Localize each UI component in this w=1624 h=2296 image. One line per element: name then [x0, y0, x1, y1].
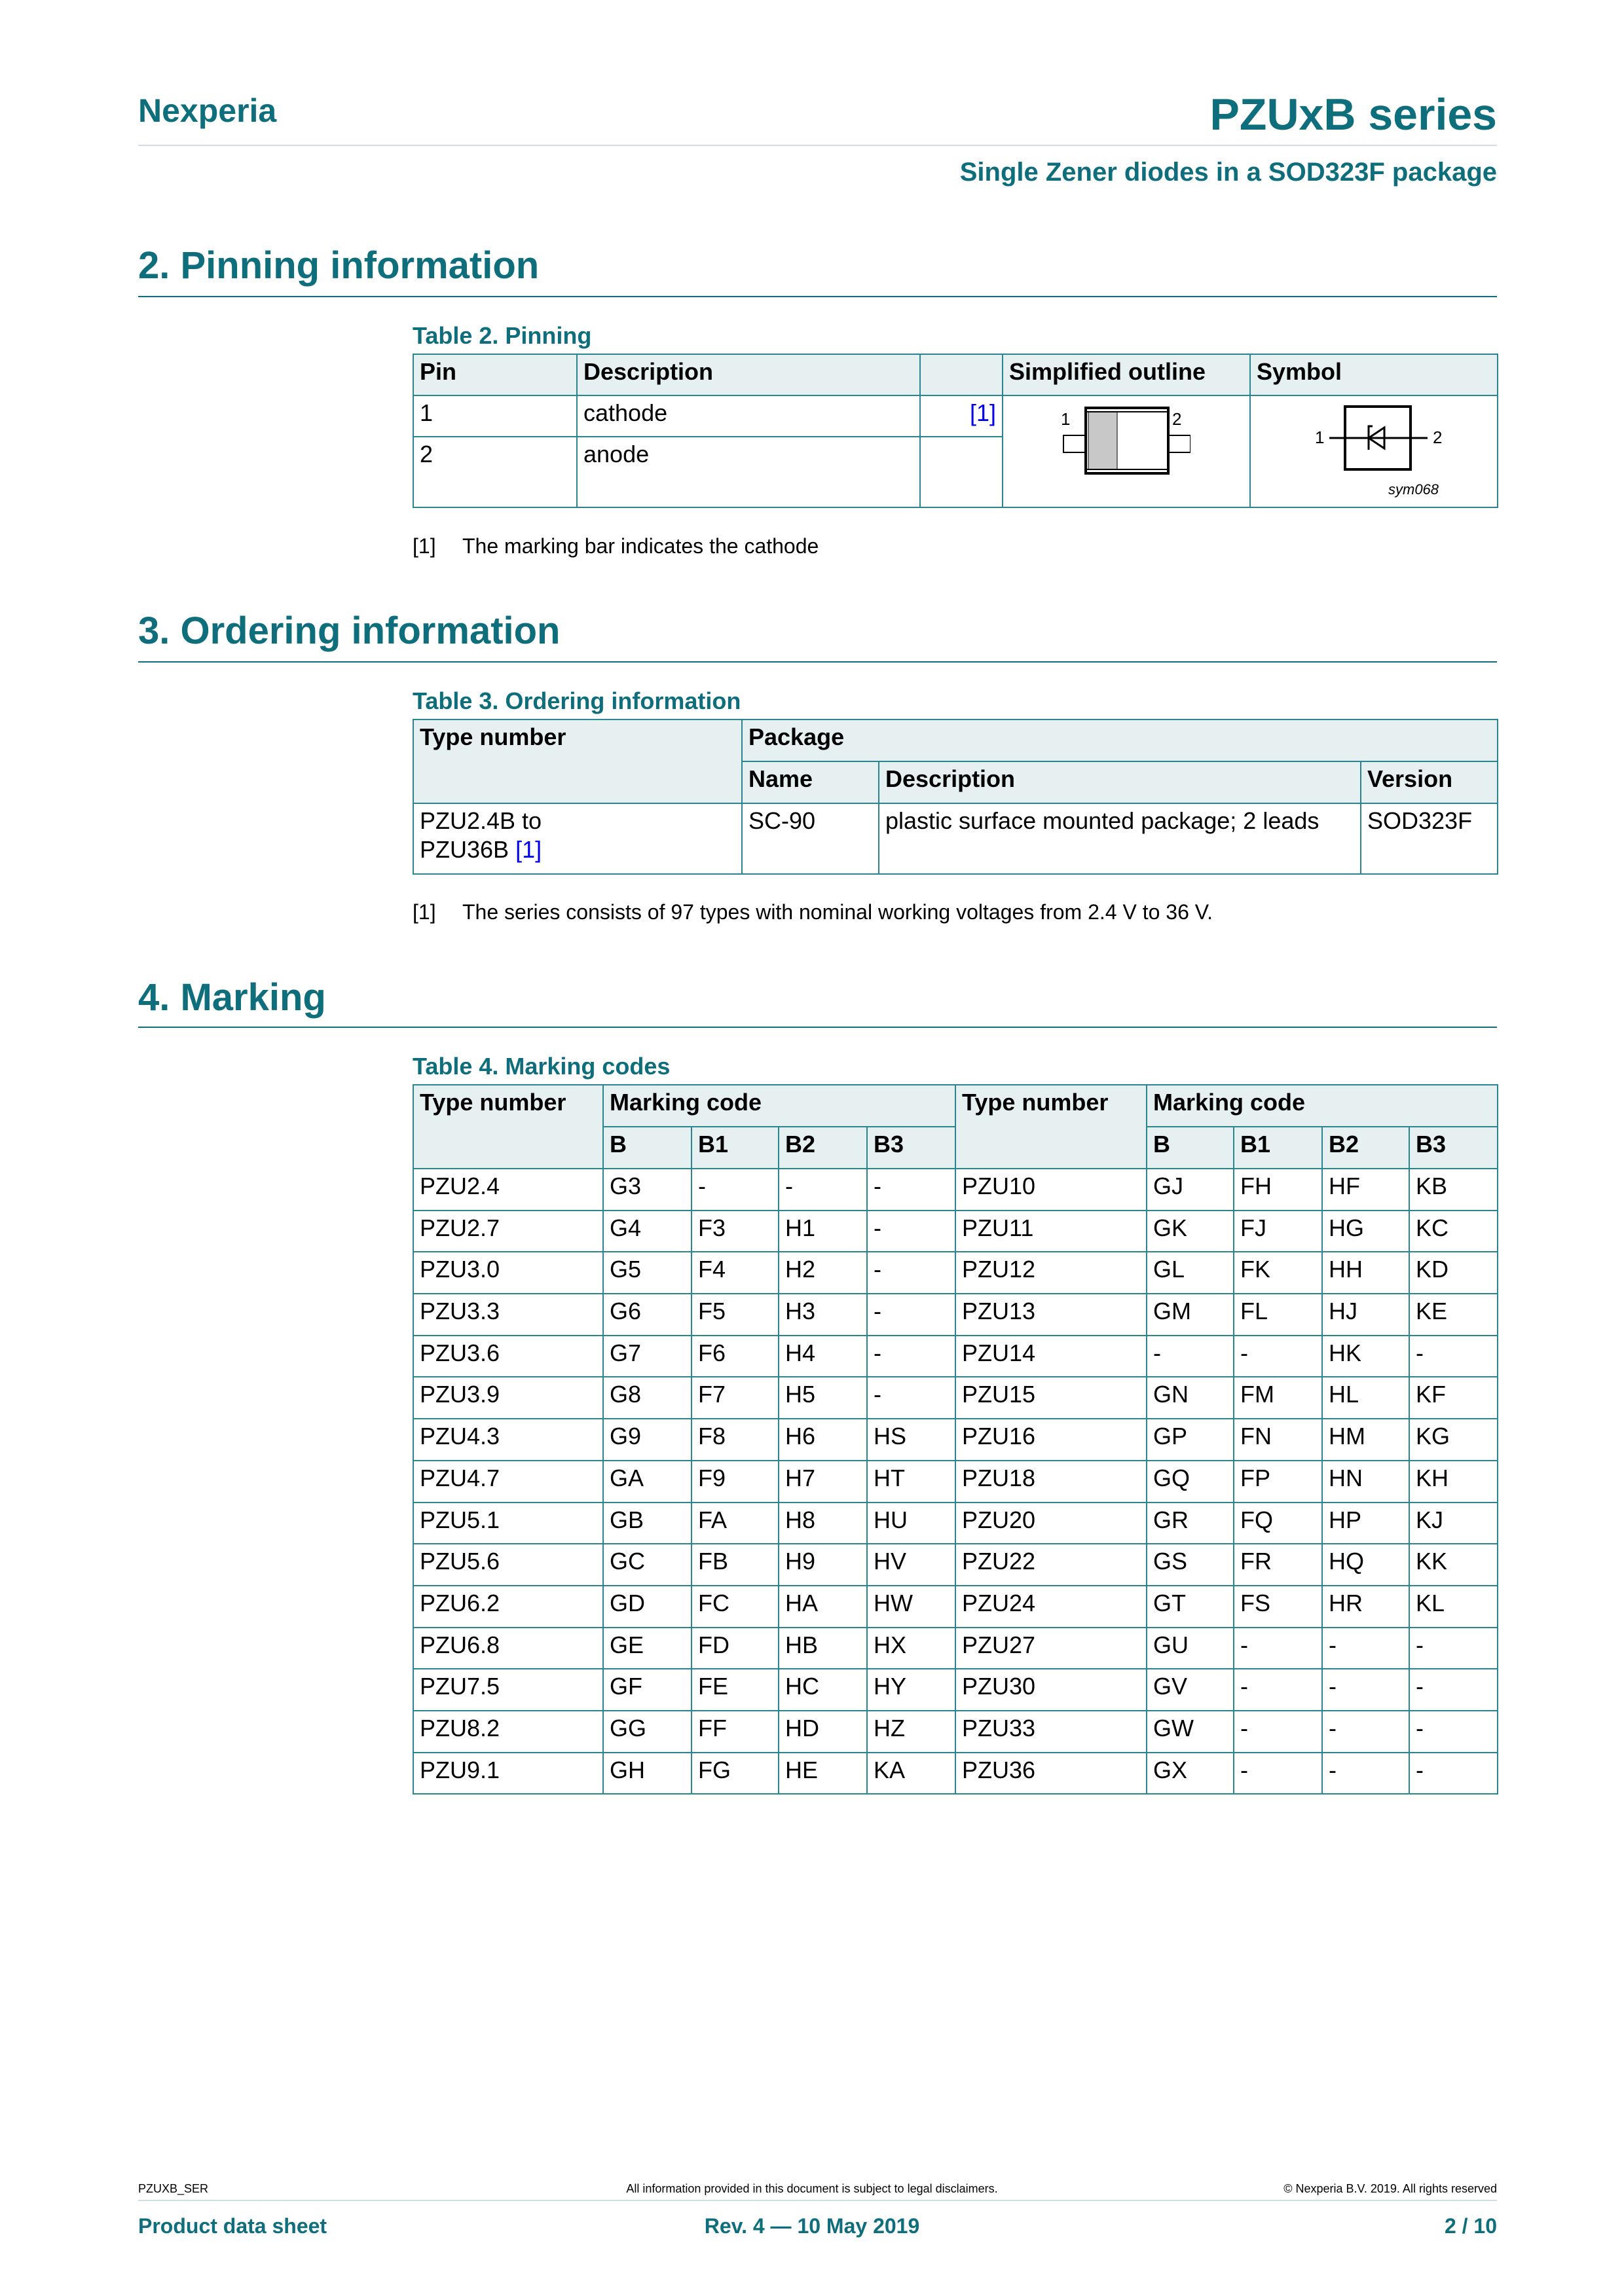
marking-code: GM — [1147, 1294, 1234, 1336]
type-number: PZU13 — [955, 1294, 1147, 1336]
marking-code: G5 — [603, 1252, 692, 1294]
type-number: PZU30 — [955, 1669, 1147, 1711]
marking-code: GU — [1147, 1628, 1234, 1669]
marking-code: KK — [1409, 1544, 1498, 1586]
marking-code: HJ — [1322, 1294, 1409, 1336]
marking-code: HE — [779, 1753, 867, 1795]
type-range-end: PZU36B — [420, 836, 509, 863]
type-number: PZU3.9 — [413, 1377, 603, 1419]
section-heading-ordering: 3. Ordering information — [138, 610, 561, 652]
marking-code: HA — [779, 1586, 867, 1628]
marking-code: H9 — [779, 1544, 867, 1586]
header-version: Version — [1361, 761, 1498, 803]
table-row — [413, 1628, 1498, 1669]
type-number: PZU10 — [955, 1169, 1147, 1211]
footnote-id: [1] — [413, 534, 436, 558]
header-outline: Simplified outline — [1003, 354, 1250, 395]
marking-code: FS — [1234, 1586, 1322, 1628]
type-number: PZU4.7 — [413, 1461, 603, 1503]
footnote-link[interactable]: [1] — [515, 836, 542, 863]
subheader-b: B — [603, 1127, 692, 1169]
marking-code: G8 — [603, 1377, 692, 1419]
marking-code: HZ — [867, 1711, 955, 1753]
type-number-cell — [413, 803, 742, 874]
marking-code: HS — [867, 1419, 955, 1461]
marking-code: H8 — [779, 1503, 867, 1544]
symbol-code: sym068 — [1388, 481, 1439, 498]
marking-code: GV — [1147, 1669, 1234, 1711]
marking-code: FE — [692, 1669, 779, 1711]
marking-code: GW — [1147, 1711, 1234, 1753]
footer-divider — [138, 2200, 1497, 2201]
marking-code: GC — [603, 1544, 692, 1586]
marking-code: FM — [1234, 1377, 1322, 1419]
marking-code: - — [1234, 1336, 1322, 1377]
marking-code: KE — [1409, 1294, 1498, 1336]
marking-code: HN — [1322, 1461, 1409, 1503]
marking-code: F6 — [692, 1336, 779, 1377]
pinning-table — [413, 354, 1498, 508]
type-number: PZU2.7 — [413, 1211, 603, 1252]
header-marking-code: Marking code — [1147, 1085, 1498, 1127]
type-number: PZU3.0 — [413, 1252, 603, 1294]
marking-code: FL — [1234, 1294, 1322, 1336]
marking-code: F9 — [692, 1461, 779, 1503]
marking-code: GF — [603, 1669, 692, 1711]
marking-code: HU — [867, 1503, 955, 1544]
type-number: PZU6.8 — [413, 1628, 603, 1669]
subheader-b2: B2 — [1322, 1127, 1409, 1169]
pin-description: cathode — [577, 395, 920, 437]
marking-code: FC — [692, 1586, 779, 1628]
marking-code: GL — [1147, 1252, 1234, 1294]
marking-code: KB — [1409, 1169, 1498, 1211]
footnote-pinning — [413, 534, 819, 558]
marking-code: HV — [867, 1544, 955, 1586]
table-row — [413, 1669, 1498, 1711]
marking-code: GH — [603, 1753, 692, 1795]
marking-code: G3 — [603, 1169, 692, 1211]
footer-page-number: 2 / 10 — [1444, 2214, 1497, 2238]
marking-code: KC — [1409, 1211, 1498, 1252]
marking-code: FH — [1234, 1169, 1322, 1211]
marking-code: - — [779, 1169, 867, 1211]
marking-table — [413, 1084, 1498, 1795]
section-heading-marking: 4. Marking — [138, 976, 326, 1019]
ordering-table — [413, 719, 1498, 875]
header-pin: Pin — [413, 354, 577, 395]
marking-code: FP — [1234, 1461, 1322, 1503]
marking-code: GJ — [1147, 1169, 1234, 1211]
marking-code: KL — [1409, 1586, 1498, 1628]
table-caption-ordering: Table 3. Ordering information — [413, 687, 741, 714]
marking-code: HX — [867, 1628, 955, 1669]
outline-cell — [1003, 395, 1250, 507]
table-row — [413, 1336, 1498, 1377]
table-caption-marking: Table 4. Marking codes — [413, 1053, 671, 1080]
section-divider — [138, 296, 1497, 297]
pin-number: 2 — [413, 437, 577, 507]
footnote-text: The marking bar indicates the cathode — [462, 534, 819, 558]
table-row — [413, 1461, 1498, 1503]
marking-code: HK — [1322, 1336, 1409, 1377]
type-number: PZU27 — [955, 1628, 1147, 1669]
marking-code: GX — [1147, 1753, 1234, 1795]
marking-code: FD — [692, 1628, 779, 1669]
marking-code: FJ — [1234, 1211, 1322, 1252]
marking-code: - — [692, 1169, 779, 1211]
symbol-cell — [1250, 395, 1498, 507]
type-number: PZU22 — [955, 1544, 1147, 1586]
type-number: PZU4.3 — [413, 1419, 603, 1461]
type-number: PZU12 — [955, 1252, 1147, 1294]
marking-code: - — [867, 1252, 955, 1294]
marking-code: GB — [603, 1503, 692, 1544]
type-number: PZU36 — [955, 1753, 1147, 1795]
marking-code: KH — [1409, 1461, 1498, 1503]
marking-code: HW — [867, 1586, 955, 1628]
footer-doc-id: PZUXB_SER — [138, 2182, 209, 2195]
marking-code: HD — [779, 1711, 867, 1753]
subheader-b: B — [1147, 1127, 1234, 1169]
marking-code: F3 — [692, 1211, 779, 1252]
marking-code: GN — [1147, 1377, 1234, 1419]
header-marking-code: Marking code — [603, 1085, 955, 1127]
marking-code: FA — [692, 1503, 779, 1544]
type-number: PZU14 — [955, 1336, 1147, 1377]
marking-code: G4 — [603, 1211, 692, 1252]
marking-code: - — [867, 1336, 955, 1377]
footer-disclaimer: All information provided in this document is subject to legal disclaimers. — [626, 2182, 998, 2195]
table-row — [413, 1503, 1498, 1544]
table-row — [413, 1252, 1498, 1294]
marking-code: GT — [1147, 1586, 1234, 1628]
marking-code: GK — [1147, 1211, 1234, 1252]
pin-description: anode — [577, 437, 920, 507]
marking-code: - — [1322, 1628, 1409, 1669]
marking-code: - — [1409, 1711, 1498, 1753]
subheader-b2: B2 — [779, 1127, 867, 1169]
table-row — [413, 1586, 1498, 1628]
marking-code: - — [867, 1169, 955, 1211]
header-description: Description — [577, 354, 920, 395]
header-type-number: Type number — [955, 1085, 1147, 1169]
type-number: PZU2.4 — [413, 1169, 603, 1211]
brand-name: Nexperia — [138, 92, 277, 129]
header-type-number: Type number — [413, 720, 742, 803]
type-number: PZU20 — [955, 1503, 1147, 1544]
type-number: PZU8.2 — [413, 1711, 603, 1753]
marking-code: - — [1147, 1336, 1234, 1377]
marking-code: HB — [779, 1628, 867, 1669]
subheader-b3: B3 — [1409, 1127, 1498, 1169]
header-type-number: Type number — [413, 1085, 603, 1169]
document-subtitle: Single Zener diodes in a SOD323F package — [959, 158, 1497, 187]
marking-code: HG — [1322, 1211, 1409, 1252]
type-number: PZU3.3 — [413, 1294, 603, 1336]
marking-code: KG — [1409, 1419, 1498, 1461]
subheader-b1: B1 — [1234, 1127, 1322, 1169]
pin-ref-empty — [920, 437, 1003, 507]
section-divider — [138, 1027, 1497, 1028]
marking-code: KF — [1409, 1377, 1498, 1419]
marking-code: HQ — [1322, 1544, 1409, 1586]
marking-code: - — [867, 1377, 955, 1419]
subheader-b3: B3 — [867, 1127, 955, 1169]
marking-code: - — [1409, 1628, 1498, 1669]
type-number: PZU6.2 — [413, 1586, 603, 1628]
table-row — [413, 1544, 1498, 1586]
marking-code: GG — [603, 1711, 692, 1753]
marking-code: KD — [1409, 1252, 1498, 1294]
header-symbol: Symbol — [1250, 354, 1498, 395]
marking-code: GS — [1147, 1544, 1234, 1586]
marking-code: HF — [1322, 1169, 1409, 1211]
header-ref — [920, 354, 1003, 395]
marking-code: H3 — [779, 1294, 867, 1336]
marking-code: HT — [867, 1461, 955, 1503]
marking-code: F5 — [692, 1294, 779, 1336]
marking-code: H6 — [779, 1419, 867, 1461]
marking-code: FQ — [1234, 1503, 1322, 1544]
marking-code: H5 — [779, 1377, 867, 1419]
marking-code: - — [1409, 1753, 1498, 1795]
marking-code: HM — [1322, 1419, 1409, 1461]
marking-code: GE — [603, 1628, 692, 1669]
marking-code: KJ — [1409, 1503, 1498, 1544]
table-row — [413, 1377, 1498, 1419]
marking-code: KA — [867, 1753, 955, 1795]
type-number: PZU24 — [955, 1586, 1147, 1628]
type-number: PZU3.6 — [413, 1336, 603, 1377]
type-number: PZU5.6 — [413, 1544, 603, 1586]
marking-code: HC — [779, 1669, 867, 1711]
table-row — [413, 1753, 1498, 1795]
package-version: SOD323F — [1361, 803, 1498, 874]
marking-code: G6 — [603, 1294, 692, 1336]
type-range-start: PZU2.4B to — [420, 807, 542, 834]
table-row — [413, 1294, 1498, 1336]
symbol-label-1: 1 — [1315, 428, 1325, 447]
marking-code: F7 — [692, 1377, 779, 1419]
symbol-label-2: 2 — [1433, 428, 1443, 447]
type-number: PZU18 — [955, 1461, 1147, 1503]
marking-code: FN — [1234, 1419, 1322, 1461]
type-number: PZU7.5 — [413, 1669, 603, 1711]
marking-code: FF — [692, 1711, 779, 1753]
marking-code: H4 — [779, 1336, 867, 1377]
outline-label-2: 2 — [1172, 409, 1182, 429]
marking-code: H1 — [779, 1211, 867, 1252]
marking-code: G9 — [603, 1419, 692, 1461]
footnote-link[interactable]: [1] — [920, 395, 1003, 437]
marking-code: HH — [1322, 1252, 1409, 1294]
marking-code: GP — [1147, 1419, 1234, 1461]
marking-code: - — [867, 1211, 955, 1252]
package-description: plastic surface mounted package; 2 leads — [879, 803, 1361, 874]
marking-code: GD — [603, 1586, 692, 1628]
marking-code: FR — [1234, 1544, 1322, 1586]
marking-code: - — [1409, 1669, 1498, 1711]
marking-code: FB — [692, 1544, 779, 1586]
header-description: Description — [879, 761, 1361, 803]
marking-code: HP — [1322, 1503, 1409, 1544]
marking-code: - — [1234, 1753, 1322, 1795]
footer-doc-type: Product data sheet — [138, 2214, 327, 2238]
marking-code: - — [1234, 1628, 1322, 1669]
section-divider — [138, 661, 1497, 663]
table-row — [413, 1711, 1498, 1753]
pin-number: 1 — [413, 395, 577, 437]
table-row — [413, 1211, 1498, 1252]
marking-code: HL — [1322, 1377, 1409, 1419]
type-number: PZU15 — [955, 1377, 1147, 1419]
type-number: PZU33 — [955, 1711, 1147, 1753]
marking-code: - — [1234, 1669, 1322, 1711]
marking-code: - — [1409, 1336, 1498, 1377]
marking-code: - — [1234, 1711, 1322, 1753]
marking-code: GR — [1147, 1503, 1234, 1544]
footnote-ordering — [413, 900, 1213, 924]
type-number: PZU16 — [955, 1419, 1147, 1461]
header-package: Package — [742, 720, 1498, 761]
zener-diode-symbol-icon — [1303, 403, 1460, 501]
footnote-id: [1] — [413, 900, 436, 924]
marking-code: - — [1322, 1753, 1409, 1795]
subheader-b1: B1 — [692, 1127, 779, 1169]
footnote-text: The series consists of 97 types with nominal working voltages from 2.4 V to 36 V. — [462, 900, 1213, 924]
type-number: PZU11 — [955, 1211, 1147, 1252]
marking-code: FK — [1234, 1252, 1322, 1294]
header-name: Name — [742, 761, 879, 803]
table-caption-pinning: Table 2. Pinning — [413, 322, 592, 349]
marking-code: - — [1322, 1669, 1409, 1711]
marking-code: H2 — [779, 1252, 867, 1294]
footer-copyright: © Nexperia B.V. 2019. All rights reserved — [1283, 2182, 1497, 2195]
marking-code: H7 — [779, 1461, 867, 1503]
table-row — [413, 1169, 1498, 1211]
marking-code: HR — [1322, 1586, 1409, 1628]
marking-code: - — [1322, 1711, 1409, 1753]
table-row — [413, 1419, 1498, 1461]
marking-code: FG — [692, 1753, 779, 1795]
marking-code: - — [867, 1294, 955, 1336]
type-number: PZU5.1 — [413, 1503, 603, 1544]
outline-label-1: 1 — [1061, 409, 1071, 429]
document-title: PZUxB series — [1209, 90, 1497, 139]
section-heading-pinning: 2. Pinning information — [138, 244, 540, 287]
marking-code: GQ — [1147, 1461, 1234, 1503]
marking-code: F8 — [692, 1419, 779, 1461]
marking-code: GA — [603, 1461, 692, 1503]
marking-code: F4 — [692, 1252, 779, 1294]
package-name: SC-90 — [742, 803, 879, 874]
marking-code: HY — [867, 1669, 955, 1711]
marking-code: G7 — [603, 1336, 692, 1377]
package-outline-icon — [1060, 403, 1190, 481]
footer-revision: Rev. 4 — 10 May 2019 — [704, 2214, 920, 2238]
type-number: PZU9.1 — [413, 1753, 603, 1795]
header-divider — [138, 145, 1497, 146]
